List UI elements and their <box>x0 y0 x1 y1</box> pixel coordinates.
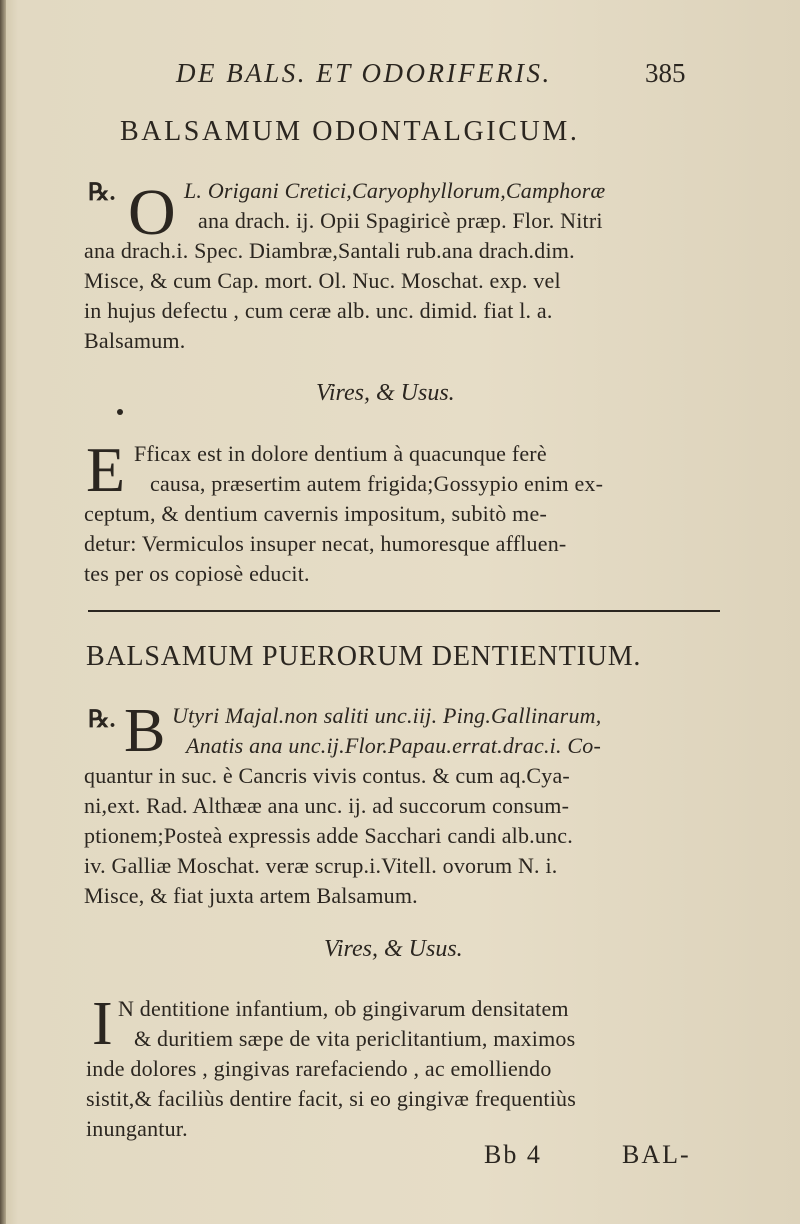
running-head-title: DE BALS. ET ODORIFERIS. <box>176 58 552 88</box>
recipe-line: Misce, & fiat juxta artem Balsamum. <box>84 883 418 908</box>
drop-cap-e: E <box>86 434 126 505</box>
vires-heading: Vires, & Usus. <box>316 380 455 406</box>
vires-line: inde dolores , gingivas rarefaciendo , ac emolliendo <box>86 1056 552 1081</box>
vires-line: Fficax est in dolore dentium à quacunque ferè <box>134 441 547 466</box>
vires-line: tes per os copiosè educit. <box>84 561 310 586</box>
recipe-line: iv. Galliæ Moschat. veræ scrup.i.Vitell. ovorum N. i. <box>84 853 558 878</box>
vires-line: & duritiem sæpe de vita periclitantium, maximos <box>134 1026 576 1051</box>
recipe-line: quantur in suc. è Cancris vivis contus. & cum aq.Cya- <box>84 763 570 788</box>
vires-line: N dentitione infantium, ob gingivarum densitatem <box>118 996 569 1021</box>
vires-line: causa, præsertim autem frigida;Gossypio enim ex- <box>150 471 604 496</box>
vires-line: sistit,& faciliùs dentire facit, si eo gingivæ frequentiùs <box>86 1086 577 1111</box>
recipe-symbol: ℞. <box>88 707 116 733</box>
page-number: 385 <box>645 58 686 88</box>
recipe-line: ni,ext. Rad. Althææ ana unc. ij. ad succorum consum- <box>84 793 570 818</box>
recipe-line: ana drach. ij. Opii Spagiricè præp. Flor. Nitri <box>198 208 603 233</box>
recipe-line: ptionem;Posteà expressis adde Sacchari candi alb.unc. <box>84 823 573 848</box>
catchword: BAL- <box>622 1140 691 1169</box>
drop-cap-b: B <box>124 697 166 765</box>
drop-cap-i: I <box>92 990 113 1058</box>
section-title-odontalgicum: BALSAMUM ODONTALGICUM. <box>120 116 580 147</box>
vires-line: detur: Vermiculos insuper necat, humoresque affluen- <box>84 531 567 556</box>
section-title-pueri: BALSAMUM PUERORUM DENTIENTIUM. <box>86 641 642 672</box>
recipe-line: in hujus defectu , cum ceræ alb. unc. dimid. fiat l. a. <box>84 298 553 323</box>
vires-line: ceptum, & dentium cavernis impositum, subitò me- <box>84 501 547 526</box>
ink-dot <box>117 409 123 415</box>
recipe-line: Anatis ana unc.ij.Flor.Papau.errat.drac.i. Co- <box>186 733 601 758</box>
recipe-line: L. Origani Cretici,Caryophyllorum,Camphoræ <box>184 178 606 203</box>
recipe-symbol: ℞. <box>88 180 116 206</box>
section-divider <box>88 610 720 612</box>
recipe-line: Utyri Majal.non saliti unc.iij. Ping.Gallinarum, <box>172 703 602 728</box>
recipe-line: Balsamum. <box>84 328 186 353</box>
signature-mark: Bb 4 <box>484 1140 542 1169</box>
vires-line: inungantur. <box>86 1116 188 1141</box>
page-gutter-edge <box>0 0 6 1224</box>
recipe-line: Misce, & cum Cap. mort. Ol. Nuc. Moschat. exp. vel <box>84 268 561 293</box>
drop-cap-o: O <box>128 176 176 249</box>
recipe-line: ana drach.i. Spec. Diambræ,Santali rub.ana drach.dim. <box>84 238 575 263</box>
vires-heading: Vires, & Usus. <box>324 936 463 962</box>
